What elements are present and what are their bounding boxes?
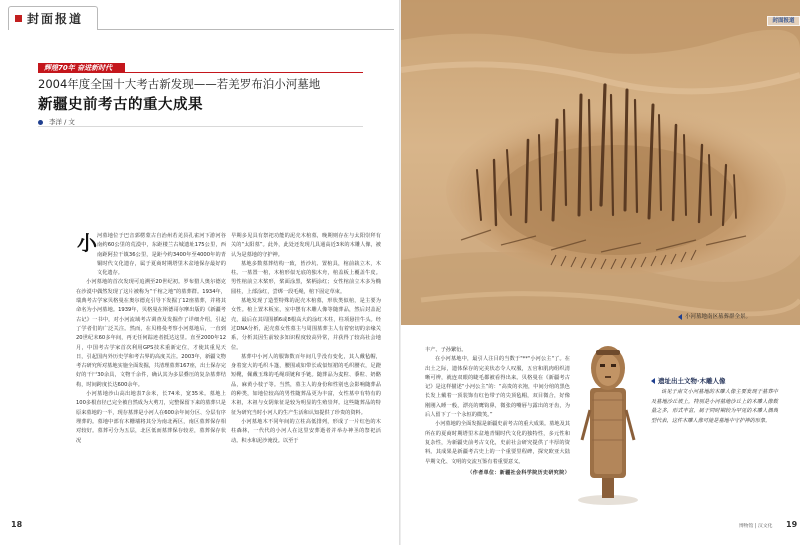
text-column-2: [231, 232, 381, 512]
article-title: 新疆史前考古的重大成果: [38, 97, 203, 113]
caption-arrow-icon: [651, 378, 655, 384]
wooden-statue-illustration: [572, 330, 645, 506]
desert-cemetery-illustration: [401, 0, 800, 325]
paragraph: 早期多见具有祭祀功能的泥壳木棺墓，晚期则存在与太阳崇拜有关的“太阳墓”。此外，此处还发现几具通高近3米的木雕人像，被认为是墓地的守护神。: [231, 233, 381, 258]
page-number-left: 18: [11, 520, 23, 529]
section-marker-icon: [15, 15, 22, 22]
article-subtitle: 2004年度全国十大考古新发现——若羌罗布泊小河墓地: [38, 77, 321, 91]
section-rule: [98, 29, 394, 30]
author-name: 李洋 / 文: [49, 118, 75, 126]
paragraph: 小河墓地木不同年间的立柱高低排列，形成了一片红色的木柱森林，一代代的小河人在这里安葬逝者并举办神圣的祭祀活动。积水和泥沙淹没。以至于: [231, 418, 381, 444]
text-column-3: [425, 346, 570, 526]
left-page: [0, 0, 399, 545]
section-label: 封面报道: [27, 12, 84, 26]
caption-arrow-icon: [678, 314, 682, 320]
page-footer: 博物馆 | 汉文化: [739, 524, 773, 529]
figure-caption-body: 该见于南文小河墓地的木雕人像主要发现于墓葬中及墓地沙丘坡上，特别是小河墓地沙丘上的木雕人像数量之多，形式丰富，属于同时期较为罕见的木雕人偶典型代表，这件木雕人像可能是墓地中守护神的形象。: [651, 389, 778, 424]
author-line: [38, 117, 138, 126]
right-page: [401, 0, 800, 545]
cemetery-panorama-photo: [401, 0, 800, 325]
paragraph: 小河墓地的全面发掘是新疆史前考古的重大成果。墓地及其所在的夏商时期塔里木盆地青铜时代文化的独特性，多元性和复杂性，为新疆史前考古文化，史前社会研究提供了丰厚的资料。其成果是新疆考古史上的一个重要里程碑，探究欧亚大陆早期文化、文明的交流互鉴有着重要意义。: [425, 421, 570, 465]
paragraph: 小河墓地沙山高出地表7余米，长74米，宽35米。墓地上100多根直径已完全被自然成为大剪刀，完整保留下来的墓葬只是原来墓地的一半，现存墓葬是小河人在600余年间分区、分层有序埋葬的。墓地中部有木栅墙将其分为南北两区，南区墓葬保存相对较好。墓葬可分为五层，北区低而墓葬保存较差，墓葬保存状况: [76, 391, 226, 444]
corner-section-tag: 封面报道: [767, 16, 800, 26]
wooden-figure-photo: [572, 330, 645, 506]
paragraph: 墓地多数墓葬结构一致，皆沙坑、置棺具，棺前栽立木，木柱。一墓置一棺，木棺形似无底的独木舟，棺盖板上覆盖牛皮。男性棺前立木桨形，桨面涂黑，桨柄涂红；女性棺前立木多为椭圆柱，上部涂红，尝绑一段毛绳，棺下固定草束。: [231, 260, 381, 295]
anniversary-banner: 辉煌70年 奋进新时代: [38, 63, 125, 73]
figure-caption: [651, 376, 778, 486]
paragraph: 丰产、子孙繁衍。: [425, 347, 467, 353]
section-header: [0, 0, 399, 34]
paragraph: 在小河墓地中，最引人注目的当数于"**"小河公主"了。在出土之际，遗体保存的完美状态令人叹服，五官和肌肉组织清晰可辨，就连双眼的睫毛都被看得出来。贝格曼在《新疆考古记》是这样描述“小河公主”的：“高贵的衣袍，中间分绾的黑色长发上戴着一顶装饰有红色带子的尖顶毡帽，双目微合，好像刚刚入睡一般，漂亮的鹰钩鼻，微张的嘴唇与露出的牙齿，为后人留下了一个永恒的微笑。”: [425, 356, 570, 419]
banner-rule: [125, 72, 363, 73]
paragraph: 小河墓地的首次发现可追溯至20世纪初。罗布猎人奥尔德克在沙漠中偶然发现了这片被称为“千棺之地”的墓葬群。1934年，瑞典考古学家贝格曼在奥尔德克引导下发掘了12座墓葬，并将其命名为小河墓地。1939年，贝格曼在斯德哥尔摩出版的《新疆考古记》一书中，对小河流域考古调查及发掘作了详细介绍，引起了学者们的广泛关注。然而，在贝格曼考察小河墓地后，一直到20世纪末60多年间，再无任何踪迹者抵达这里。直至2000年12月，中国考古学家首次利用GPS技术重新定位，才使其重见天日，引起国内外历史学和考古界的高度关注。2003年，新疆文物考古研究所对墓地实施全面发掘，共清理墓葬167座，出土保存完好的干尸30余具，文物千余件，确认其为多层叠压的复杂墓葬结构，时间跨度长达600余年。: [76, 279, 226, 388]
text-column-1: [76, 232, 226, 512]
bullet-icon: [38, 120, 43, 125]
paragraph: 河墓地位于巴音郭楞蒙古自治州若羌县孔雀河下游河谷南约60公里的荒漠中，东距楼兰古城遗址175公里，西南距阿拉干镇36公里，是距今约3400年至4000年的青铜时代文化遗存，属于夏商时期塔里木盆地保存最好的文化遗存。: [97, 233, 226, 277]
figure-caption-title-text: 遗址出土文物·木雕人像: [658, 377, 726, 385]
figure-caption-title: [651, 376, 778, 385]
author-affiliation-text: （作者单位：新疆社会科学院历史研究院）: [467, 469, 570, 476]
section-tab: [8, 6, 98, 30]
main-photo-caption: [678, 312, 798, 320]
paragraph: 墓地发现了造型特殊的泥壳木棺墓，形状类似棺，是主要为女性。棺上置木板室，室中摆有木雕人像等随葬品，然后封盖泥壳，最后在其周围插6或8根高大的涂红木柱，柱项悬挂牛头。经过DNA分析，泥壳墓女性墓主与周围墓葬主人有着密切的亲缘关系，分析其因生前较多知识程度较高异常，并获得了较高社会地位。: [231, 298, 381, 351]
page-number-right: 19: [786, 520, 798, 529]
author-affiliation: [425, 469, 570, 478]
main-photo-caption-text: 小河墓地南区墓葬群全景。: [685, 314, 752, 320]
title-divider: [38, 126, 363, 127]
drop-cap: 小: [77, 231, 97, 255]
paragraph: 墓葬中小河人的服饰数百年间几乎没有变化，其人戴毡帽，身着宽大的毛织斗篷，腰围或如带长或似短裙的毛织腰衣，足蹬短靴，佩戴玉珠的毛绳项链和手链。随葬品为麦粒、黍粒、奶酪品，麻黄小枝子等。当然，墓主人的身份和性别也会影响随葬品的种类，如地位较高的男性随葬品更为丰富，女性墓中有特有的木祖，木祖与女阴象征是较为明显的生殖崇拜。这些随葬品的特征为研究当时小河人的生产生活和认知提供了珍贵的资料。: [231, 353, 381, 416]
